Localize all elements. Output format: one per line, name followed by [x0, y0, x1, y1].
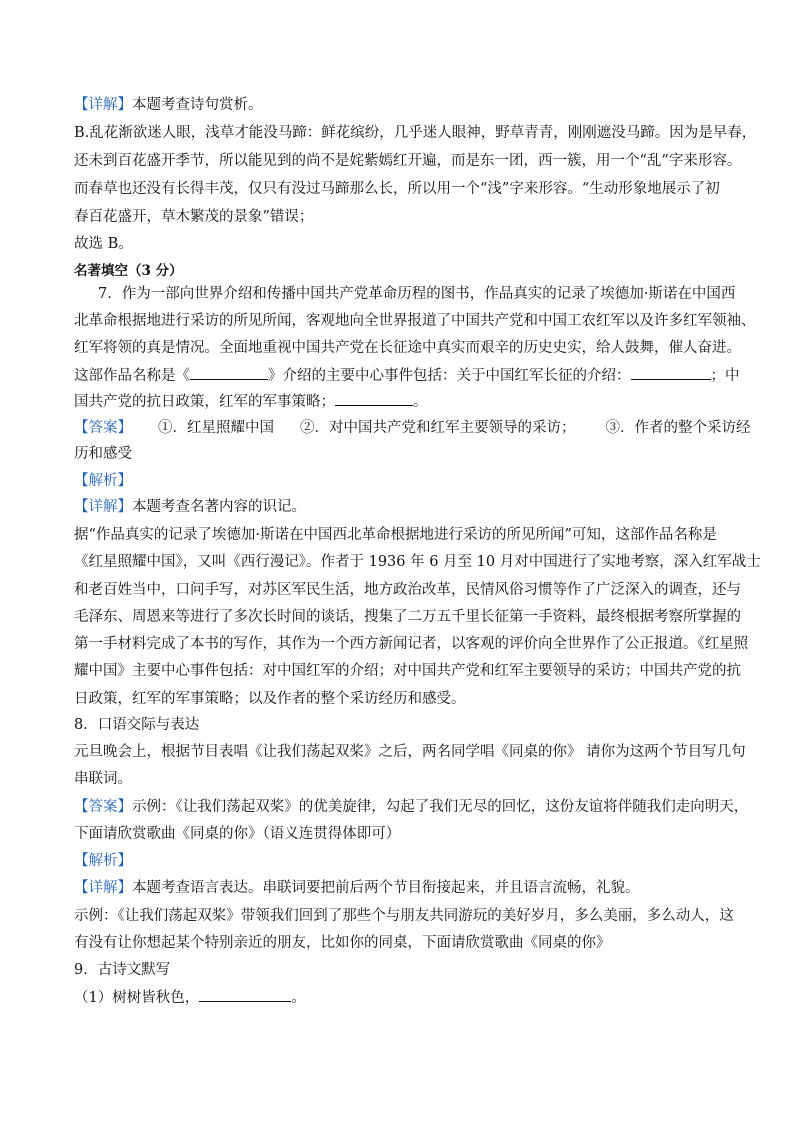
answer-tag: 【答案】 [74, 420, 132, 436]
answer-line [74, 418, 751, 438]
section-title: 名著填空（3 分） [74, 263, 183, 279]
q7-line: 北革命根据地进行采访的所见所闻，客观地向全世界报道了中国共产党和中国工农红军以及许多红军领袖、 [74, 313, 756, 329]
body-line: 故选 B。 [74, 236, 133, 252]
q7-text: 国共产党的抗日政策，红军的军事策略； [74, 394, 335, 410]
q9-title: 9．古诗文默写 [74, 962, 171, 978]
explanation-line: 耀中国》主要中心事件包括：对中国红军的介绍；对中国共产党和红军主要领导的采访；中国共产党的抗 [74, 663, 741, 679]
explanation-line: 日政策，红军的军事策略；以及作者的整个采访经历和感受。 [74, 691, 466, 707]
answer-continuation: 下面请欣赏歌曲《同桌的你》（语义连贯得体即可） [74, 826, 401, 842]
detail-line-q7 [74, 497, 306, 517]
q7-line-blanks [74, 391, 428, 412]
answer-blank-3[interactable] [335, 391, 413, 406]
answer-continuation: 历和感受 [74, 446, 132, 462]
explanation-line: 毛泽东、周恩来等进行了多次长时间的谈话，搜集了二万五千里长征第一手资料，最终根据考察所掌握的 [74, 609, 741, 625]
detail-tag: 【详解】 [74, 499, 132, 515]
body-line: 而春草也还没有长得丰茂，仅只有没过马蹄那么长，所以用一个“浅”字来形容。“生动形象地展示了初 [74, 181, 720, 197]
example-line: 示例：《让我们荡起双桨》带领我们回到了那些个与朋友共同游玩的美好岁月，多么美丽，多么动人，这 [74, 908, 734, 924]
answer-3: ③．作者的整个采访经 [605, 420, 751, 436]
answer-tag: 【答案】 [74, 799, 132, 815]
q7-text: ；中 [710, 368, 740, 384]
q9-line [74, 987, 306, 1008]
q9-text: （1）树树皆秋色， [74, 990, 200, 1006]
explanation-line: 和老百姓当中，口问手写，对苏区军民生活，地方政治改革，民情风俗习惯等作了广泛深入的调查，还与 [74, 582, 741, 598]
detail-text: 本题考查诗句赏析。 [132, 97, 263, 113]
detail-line-q6 [74, 95, 263, 115]
answer-text: 示例：《让我们荡起双桨》的优美旋律，勾起了我们无尽的回忆，这份友谊将伴随我们走向明天， [132, 799, 749, 815]
answer-blank-1[interactable] [190, 365, 268, 380]
answer-line [74, 797, 748, 817]
q7-text: 这部作品名称是《 [74, 368, 190, 384]
detail-tag: 【详解】 [74, 880, 132, 896]
body-line: B.乱花渐欲迷人眼，浅草才能没马蹄：鲜花缤纷，几乎迷人眼神，野草青青，刚刚遮没马蹄。因为是早春， [74, 125, 757, 141]
example-line: 有没有让你想起某个特别亲近的朋友，比如你的同桌，下面请欣赏歌曲《同桌的你》 [74, 935, 611, 951]
answer-2: ②．对中国共产党和红军主要领导的采访； [300, 420, 576, 436]
explanation-line: 据“作品真实的记录了埃德加·斯诺在中国西北革命根据地进行采访的所见所闻”可知，这部作品名称是 [74, 527, 717, 543]
analysis-tag: 【解析】 [74, 853, 132, 869]
answer-blank-2[interactable] [631, 365, 711, 380]
q8-title: 8．口语交际与表达 [74, 717, 200, 733]
q7-text: 》介绍的主要中心事件包括：关于中国红军长征的介绍： [268, 368, 631, 384]
q8-line: 串联词。 [74, 771, 132, 787]
detail-line-q8 [74, 878, 640, 898]
explanation-line: 《红星照耀中国》，又叫《西行漫记》。作者于 1936 年 6 月至 10 月对中国进行了实地考察，深入红军战士 [74, 554, 761, 570]
q8-line: 元旦晚会上，根据节目表唱《让我们荡起双桨》之后，两名同学唱《同桌的你》 请你为这两个节目写几句 [74, 744, 746, 760]
q9-text: 。 [291, 990, 306, 1006]
q7-line: 红军将领的真是情况。全面地重视中国共产党在长征途中真实而艰辛的历史史实，给人鼓舞，催人奋进。 [74, 340, 741, 356]
q7-line-blanks [74, 365, 740, 386]
detail-tag: 【详解】 [74, 97, 132, 113]
analysis-tag: 【解析】 [74, 473, 132, 489]
detail-text: 本题考查语言表达。串联词要把前后两个节目衔接起来，并且语言流畅，礼貌。 [132, 880, 640, 896]
body-line: 春百花盛开，草木繁茂的景象”错误； [74, 209, 314, 225]
q7-line: 7．作为一部向世界介绍和传播中国共产党革命历程的图书，作品真实的记录了埃德加·斯诺在中国西 [98, 286, 736, 302]
body-line: 还未到百花盛开季节，所以能见到的尚不是姹紫嫣红开遍，而是东一团，西一簇，用一个“乱”字来形容。 [74, 153, 742, 169]
detail-text: 本题考查名著内容的识记。 [132, 499, 306, 515]
explanation-line: 第一手材料完成了本书的写作，其作为一个西方新闻记者，以客观的评价向全世界作了公正报道。《红星照 [74, 636, 749, 652]
q7-text: 。 [413, 394, 428, 410]
answer-1: ①．红星照耀中国 [158, 420, 274, 436]
answer-blank-4[interactable] [199, 987, 291, 1002]
